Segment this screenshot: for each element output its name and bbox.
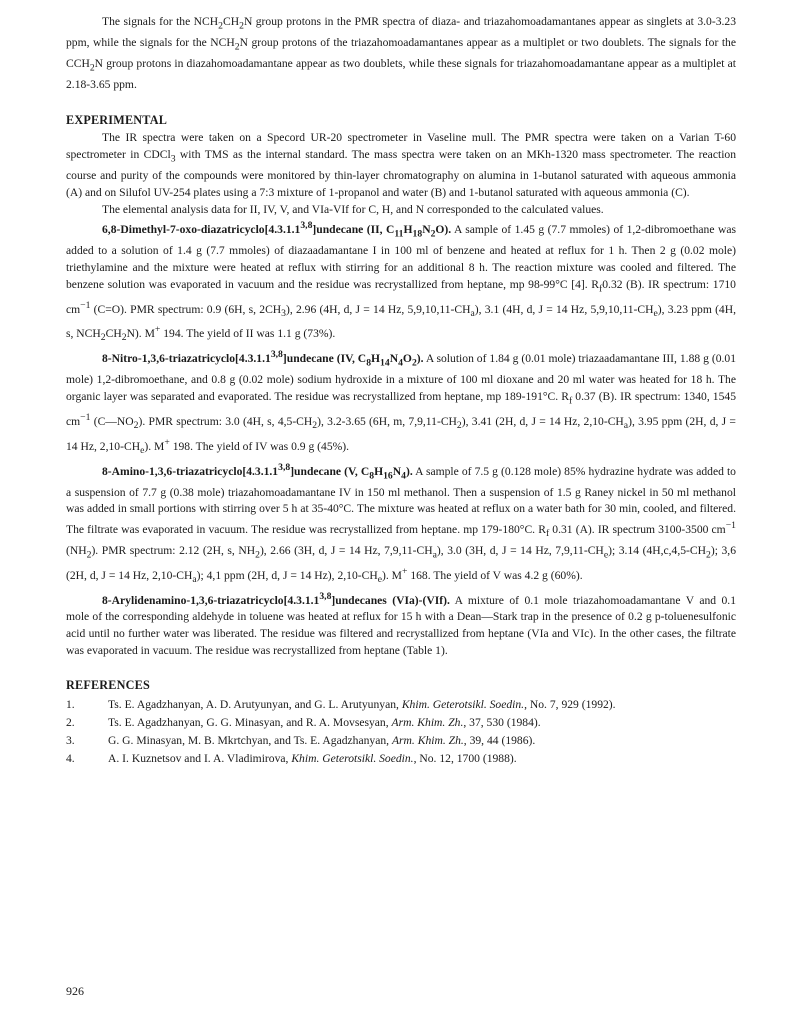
methods-paragraph: The IR spectra were taken on a Specord UR-20 spectrometer in Vaseline mull. The PMR spectra were taken on a Varian T-60 spectrometer in CDCl$_3$ with TMS as the internal standard. The mass spectra were taken on an MKh-1320 mass spectrometer. The reaction course and purity of the compounds were monitored by thin-layer chromatography on alumina in 1-butanol saturated with aqueous ammonia (A) and on Silufol UV-254 plates using a 7:3 mixture of 1-propanol and water (B) and 1-butanol saturated with aqueous ammonia (C). (66, 131, 737, 199)
compound-vi-title: 8-Arylidenamino-1,3,6-triazatricyclo[4.3.1.1$^{3,8}$]undecanes (VIa)-(VIf). (102, 590, 450, 607)
reference-list (66, 696, 736, 768)
compound-ii-title: 6,8-Dimethyl-7-oxo-diazatricyclo[4.3.1.1$^{3,8}$]undecane (II, $C_{11}H_{18}N_2O$). (102, 220, 452, 240)
reference-item: 4. A. I. Kuznetsov and I. A. Vladimirova, Khim. Geterotsikl. Soedin., No. 12, 1700 (1988). (66, 752, 517, 766)
reference-item: 3. G. G. Minasyan, M. B. Mkrtchyan, and Ts. E. Agadzhanyan, Arm. Khim. Zh., 39, 44 (1986). (66, 734, 536, 748)
compound-iv-paragraph: 8-Nitro-1,3,6-triazatricyclo[4.3.1.1$^{3,8}$]undecane (IV, $C_8H_{14}N_4O_2$). A solution of 1.84 g (0.01 mole) triazaadamantane III, 1.88 g (0.01 mole) 1,2-dibromoethane, and 0.8 g (0.02 mole) sodium hydroxide in a mixture of 100 ml dioxane and 20 ml water was heated for 18 h. The organic layer was separated and evaporated. The residue was recrystallized from heptane, mp 189-191°C. $R_f$ 0.37 (B). IR spectrum: 1340, 1545 $cm^{-1}$ $(C—NO_2)$. PMR spectrum: 3.0 (4H, s, $4,5-CH_2$), 3.2-3.65 (6H, m, $7,9,11-CH_2$), 3.41 (2H, d, J = 14 Hz, $2,10-CH_a$), 3.95 ppm (2H, d, J = 14 Hz, $2,10-CH_e$). M+ 198. The yield of IV was 0.9 g (45%). (66, 349, 736, 456)
reference-item: 2. Ts. E. Agadzhanyan, G. G. Minasyan, and R. A. Movsesyan, Arm. Khim. Zh., 37, 530 (1984). (66, 716, 541, 730)
page-number: 926 (66, 984, 84, 998)
compound-ii-paragraph: 6,8-Dimethyl-7-oxo-diazatricyclo[4.3.1.1$^{3,8}$]undecane (II, $C_{11}H_{18}N_2O$). A sample of 1.45 g (7.7 mmoles) of 1,2-dibromoethane was added to a solution of 1.4 g (7.7 mmoles) of diazaadamantane I in 100 ml of benzene and heated at reflux for 1 h. Then 2 g (0.02 mole) triethylamine and the mixture were heated at reflux with stirring for an additional 8 h. The reaction mixture was cooled and filtered. The benzene solution was evaporated in vacuum and the residue was recrystallized from heptane, mp 98-99°C [4]. $R_f0.32$ (B). IR spectrum: 1710 $cm^{-1}$ (C=O). PMR spectrum: 0.9 (6H, s, $2CH_3$), 2.96 (4H, d, J = 14 Hz, $5,9,10,11-CH_a$), 3.1 (4H, d, J = 14 Hz, $5,9,10,11-CH_e$), 3.23 ppm (4H, s, $NCH_2CH_2N$). M+ 194. The yield of II was 1.1 g (73%). (66, 220, 737, 344)
reference-item: 1. Ts. E. Agadzhanyan, A. D. Arutyunyan, and G. L. Arutyunyan, Khim. Geterotsikl. Soedin., No. 7, 929 (1992). (66, 698, 616, 712)
article-page (66, 14, 736, 768)
experimental-heading: EXPERIMENTAL (66, 112, 168, 127)
elemental-analysis-paragraph: The elemental analysis data for II, IV, V, and VIa-VIf for C, H, and N corresponded to the calculated values. (102, 202, 604, 216)
references-heading: REFERENCES (66, 678, 150, 693)
compound-iv-title: 8-Nitro-1,3,6-triazatricyclo[4.3.1.1$^{3,8}$]undecane (IV, $C_8H_{14}N_4O_2$). (102, 349, 424, 369)
compound-v-title: 8-Amino-1,3,6-triazatricyclo[4.3.1.1$^{3,8}$]undecane (V, $C_8H_{16}N_4$). (102, 461, 413, 481)
compound-vi-paragraph: 8-Arylidenamino-1,3,6-triazatricyclo[4.3.1.1$^{3,8}$]undecanes (VIa)-(VIf). A mixture of 0.1 mole triazahomoadamantane V and 0.1 mole of the corresponding aldehyde in toluene was heated at reflux for 15 h with a Dean—Stark trap in the presence of 0.2 g p-toluenesulfonic acid until no further water was liberated. The residue was filtered and recrystallized from heptane (VIa and VIc). In the other cases, the filtrate was evaporated in vacuum. The residue was recrystallized from heptane (Table 1). (66, 590, 736, 657)
compound-v-paragraph: 8-Amino-1,3,6-triazatricyclo[4.3.1.1$^{3,8}$]undecane (V, $C_8H_{16}N_4$). A sample of 7.5 g (0.128 mole) 85% hydrazine hydrate was added to a suspension of 7.7 g (0.38 mole) triazahomoadamantane IV in 150 ml methanol. Then a suspension of 1.5 g Raney nickel in 50 ml methanol was added in small portions with stirring over 5 h at 35-40°C. The mixture was heated at reflux on a water bath for 30 min, cooled, and filtered. The filtrate was evaporated in vacuum. The residue was recrystallized from heptane. mp 179-180°C. $R_f$ 0.31 (A). IR spectrum 3100-3500 $cm^{-1}$ $(NH_2)$. PMR spectrum: 2.12 (2H, s, $NH_2$), 2.66 (3H, d, J = 14 Hz, $7,9,11-CH_a$), 3.0 (3H, d, J = 14 Hz, $7,9,11-CH_e$); 3.14 $(4H,c,4,5-CH_2)$; 3,6 (2H, d, J = 14 Hz, $2,10-CH_a$); 4,1 ppm (2H, d, J = 14 Hz), $2,10-CH_e$). M+ 168. The yield of V was 4.2 g (60%). (66, 461, 736, 586)
intro-paragraph: The signals for the $NCH_2CH_2N$ group protons in the PMR spectra of diaza- and triazahomoadamantanes appear as singlets at 3.0-3.23 ppm, while the signals for the $NCH_2N$ group protons of the triazahomoadamantanes appear as a multiplet or two doublets. The signals for the $CCH_2N$ group protons in diazahomoadamantane appear as two doublets, while these signals for triazahomoadamantane appear as a multiplet at 2.18-3.65 ppm. (66, 15, 736, 92)
